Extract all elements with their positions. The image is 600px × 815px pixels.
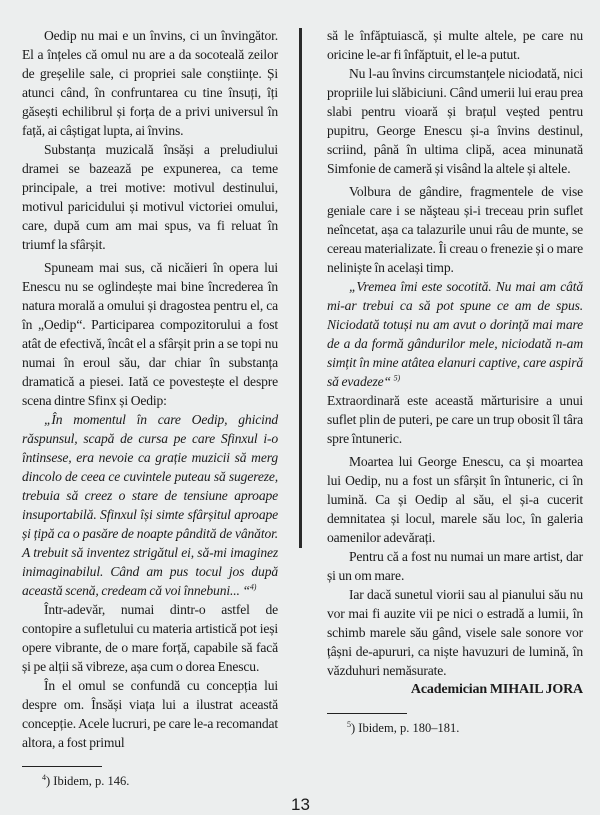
quote-text: „Vremea îmi este socotită. Nu mai am câtă mi-ar trebui ca să pot spune ce am de spus. Niciodată totuși nu am avut o dorință mai mare de a da formă gândurilor mele, niciodată n-am simțit în mine atâtea elanuri captive, care aspiră să evadeze“ [327, 279, 583, 389]
footnote-4 [22, 773, 278, 789]
paragraph: Extraordinară este această mărturisire a unui suflet plin de puteri, pe care un trup obosit îl târa spre întuneric. [327, 393, 583, 446]
paragraph: Într-adevăr, numai dintr-o astfel de contopire a sufletului cu materia artistică pot ieși opere vibrante, de o mare forță, capabile să facă și pe alții să vibreze, așa cum o dorea Enescu. [22, 602, 278, 674]
paragraph: Spuneam mai sus, că nicăieri în opera lui Enescu nu se oglindește mai bine încrederea în natura morală a omului și dragostea pentru el, ca în „Oedip“. Participarea compozitorului a fost atât de efectivă, încât el a sfârșit prin a se topi nu numai în eroul său, dar chiar în substanța dramatică a piesei. Iată ce povestește el despre scena dintre Sfinx și Oedip: [22, 260, 278, 408]
footnote-rule [327, 713, 407, 714]
footnote-ref: 5) [393, 373, 401, 383]
paragraph: să le înfăptuiască, și multe altele, pe care nu oricine le-ar fi înfăptuit, el le-a putut. [327, 28, 583, 62]
paragraph: Volbura de gândire, fragmentele de vise geniale care i se năşteau și-i treceau prin suflet neîncetat, așa ca talazurile unui râu de munte, se cereau materializate. Îi creau o frenezie și o mare neliniște în același timp. [327, 184, 583, 275]
footnote-text: ) Ibidem, p. 146. [46, 774, 130, 788]
paragraph: Pentru că a fost nu numai un mare artist, dar și un om mare. [327, 549, 583, 583]
paragraph: Nu l-au învins circumstanțele niciodată, nici propriile lui slăbiciuni. Când umerii lui erau prea slabi pentru vioară și brațul veșted pentru pupitru, George Enescu și-a învins destinul, scriind, până în ultima clipă, acea minunată Simfonie de cameră și visând la altele și altele. [327, 66, 583, 176]
paragraph: În el omul se confundă cu concepția lui despre om. Însăși viața lui a ilustrat această concepție. Acele lucruri, pe care le-a recomandat altora, a fost primul [22, 678, 278, 750]
right-column [327, 26, 583, 736]
footnote-mark: 5 [347, 719, 351, 729]
paragraph: Iar dacă sunetul viorii sau al pianului său nu vor mai fi auzite vii pe nici o estradă a lumii, în schimb marele său gând, visele sale sonore vor țâșni de-apururi, ca niște havuzuri de lumină, în văzduhuri nemăsurate. [327, 587, 583, 678]
enescu-quote [22, 410, 278, 600]
author-signature: Academician MIHAIL JORA [410, 682, 583, 697]
footnote-rule [22, 766, 102, 767]
paragraph: Oedip nu mai e un învins, ci un învingător. El a înțeles că omul nu are a da socoteală zeilor de greșelile sale, ci propriei sale conștiințe. Și atunci când, în confruntarea cu tine însuți, îți găsești echilibrul și forța de a privi universul în față, ai câștigat lupta, ai învins. [22, 28, 278, 138]
footnote-5 [327, 720, 583, 736]
left-column [22, 26, 278, 789]
paragraph: Substanța muzicală însăși a preludiului dramei se bazează pe expunerea, ca teme principale, a trei motive: motivul destinului, motivul paricidului și motivul victoriei omului, care, după cum am mai spus, va fi reluat în triumf la sfârșit. [22, 142, 278, 252]
page-number: 13 [291, 795, 310, 814]
footnote-text: ) Ibidem, p. 180–181. [351, 721, 460, 735]
page-fold [299, 28, 302, 548]
paragraph: Moartea lui George Enescu, ca și moartea lui Oedip, nu a fost un sfârșit în întuneric, ci în lumină. Ca și Oedip al său, el și-a cucerit demnitatea și locul, marele său loc, în galeria oamenilor adevărați. [327, 454, 583, 545]
quote-text: „În momentul în care Oedip, ghicind răspunsul, scapă de cursa pe care Sfinxul i-o întinsese, era nevoie ca grație muzicii să merg dincolo de ceea ce cuvintele puteau să sugereze, trebuia să creez o stare de tensiune aproape insuportabilă. Sfinxul își simte sfârșitul aproape și țipă ca o pasăre de noapte pândită de vânător. A trebuit să inventez strigătul ei, să-mi imaginez inimaginabilul. Când am pus tocul jos după această scenă, credeam că voi înnebuni... “ [22, 412, 278, 598]
footnote-mark: 4 [42, 772, 46, 782]
footnote-ref: 4) [249, 582, 257, 592]
enescu-quote [327, 277, 583, 391]
